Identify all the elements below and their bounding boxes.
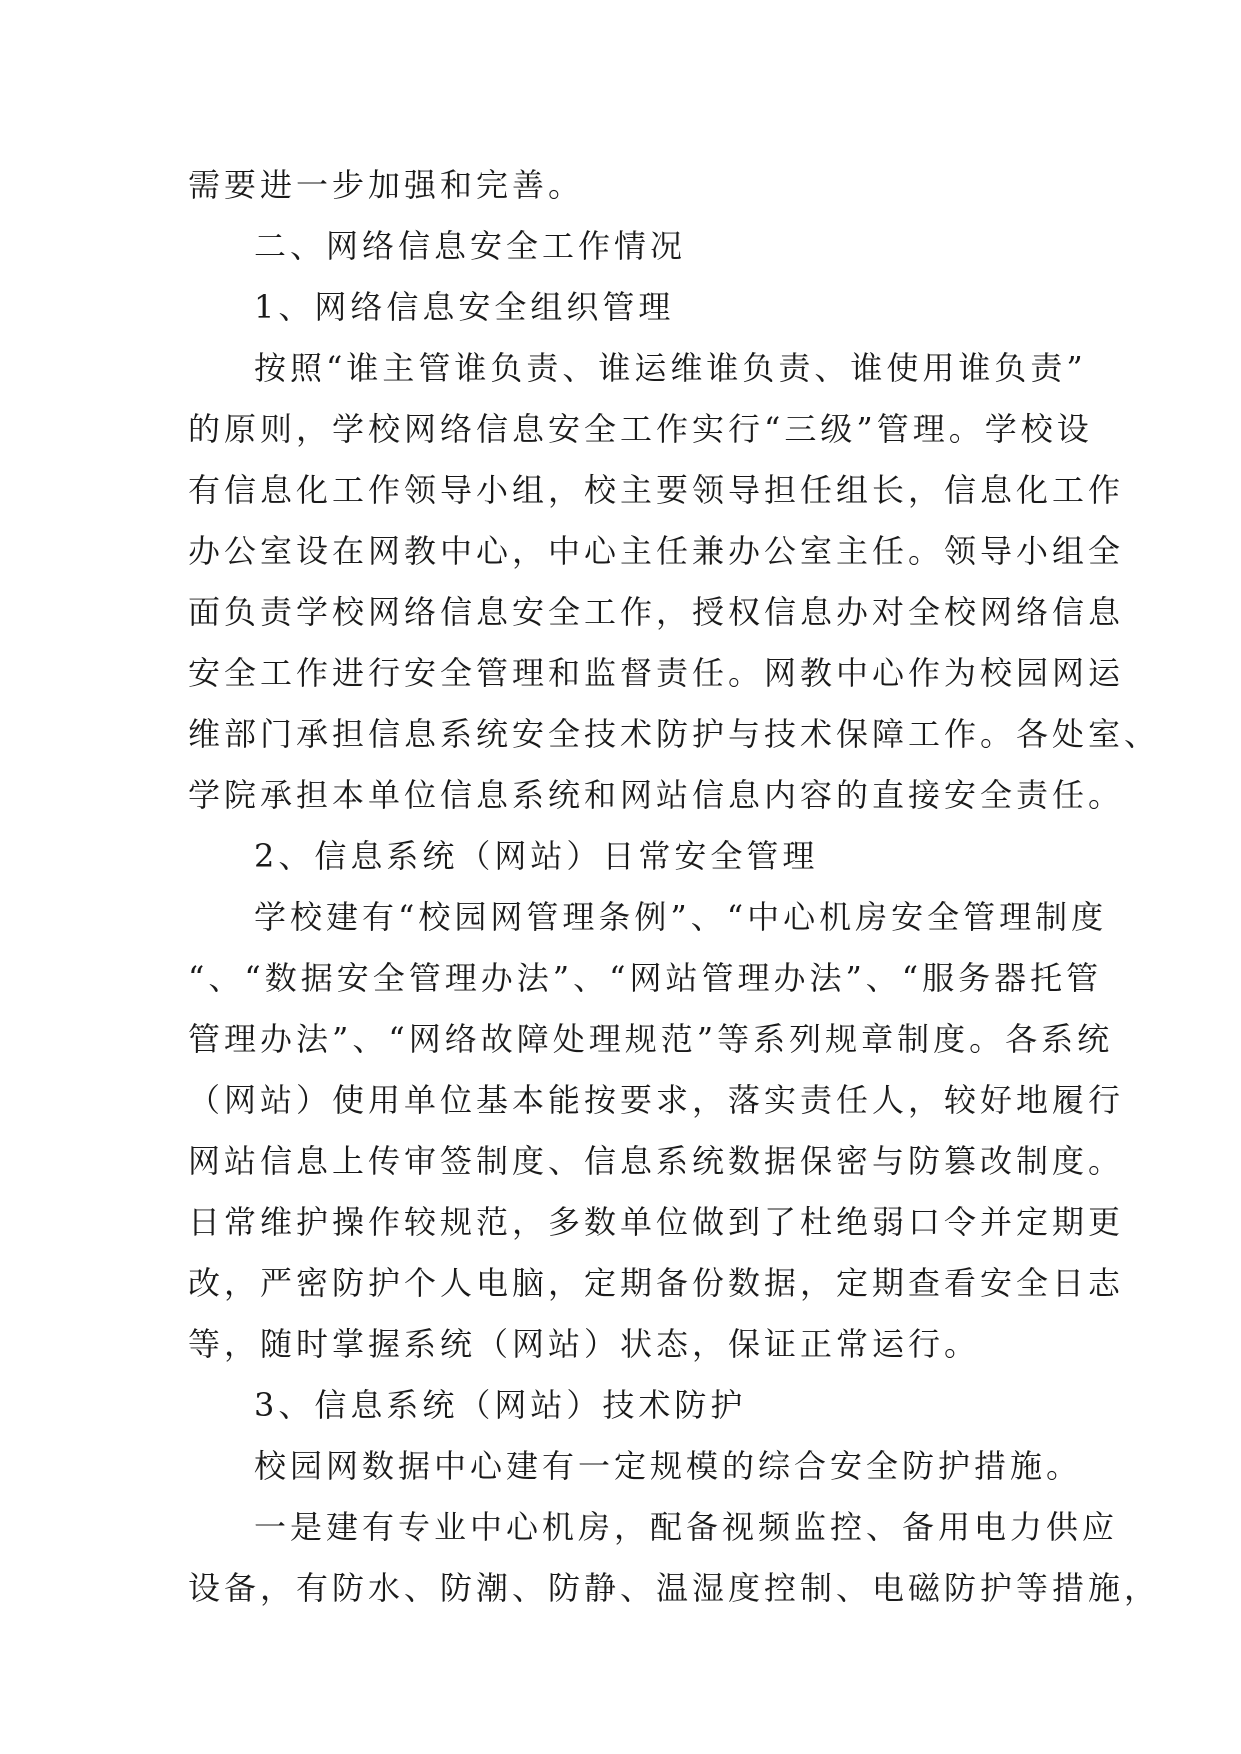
text-line: 改，严密防护个人电脑，定期备份数据，定期查看安全日志 [188,1264,1125,1302]
text-line: 管理办法”、“网络故障处理规范”等系列规章制度。各系统 [188,1020,1114,1058]
text-line: 安全工作进行安全管理和监督责任。网教中心作为校园网运 [188,654,1125,692]
text-line: （网站）使用单位基本能按要求，落实责任人，较好地履行 [188,1081,1125,1119]
text-line: 日常维护操作较规范，多数单位做到了杜绝弱口令并定期更 [188,1203,1125,1241]
subsection-heading: 1、网络信息安全组织管理 [254,288,675,326]
text-line: 按照“谁主管谁负责、谁运维谁负责、谁使用谁负责” [254,349,1087,387]
text-line: 需要进一步加强和完善。 [188,166,585,204]
text-line: 学校建有“校园网管理条例”、“中心机房安全管理制度 [254,898,1108,936]
text-line: “、“数据安全管理办法”、“网站管理办法”、“服务器托管 [188,959,1103,997]
text-line: 的原则，学校网络信息安全工作实行“三级”管理。学校设 [188,410,1093,448]
text-line: 网站信息上传审签制度、信息系统数据保密与防篡改制度。 [188,1142,1125,1180]
text-line: 一是建有专业中心机房，配备视频监控、备用电力供应 [254,1508,1119,1546]
subsection-heading: 2、信息系统（网站）日常安全管理 [254,837,819,875]
text-line: 面负责学校网络信息安全工作，授权信息办对全校网络信息 [188,593,1125,631]
section-heading: 二、网络信息安全工作情况 [254,227,687,265]
text-line: 学院承担本单位信息系统和网站信息内容的直接安全责任。 [188,776,1125,814]
body-text [188,155,1161,1619]
text-line: 设备，有防水、防潮、防静、温湿度控制、电磁防护等措施， [188,1569,1161,1607]
text-line: 办公室设在网教中心，中心主任兼办公室主任。领导小组全 [188,532,1125,570]
text-line: 维部门承担信息系统安全技术防护与技术保障工作。各处室、 [188,715,1161,753]
text-line: 校园网数据中心建有一定规模的综合安全防护措施。 [254,1447,1083,1485]
text-line: 有信息化工作领导小组，校主要领导担任组长，信息化工作 [188,471,1125,509]
text-line: 等，随时掌握系统（网站）状态，保证正常运行。 [188,1325,981,1363]
subsection-heading: 3、信息系统（网站）技术防护 [254,1386,747,1424]
